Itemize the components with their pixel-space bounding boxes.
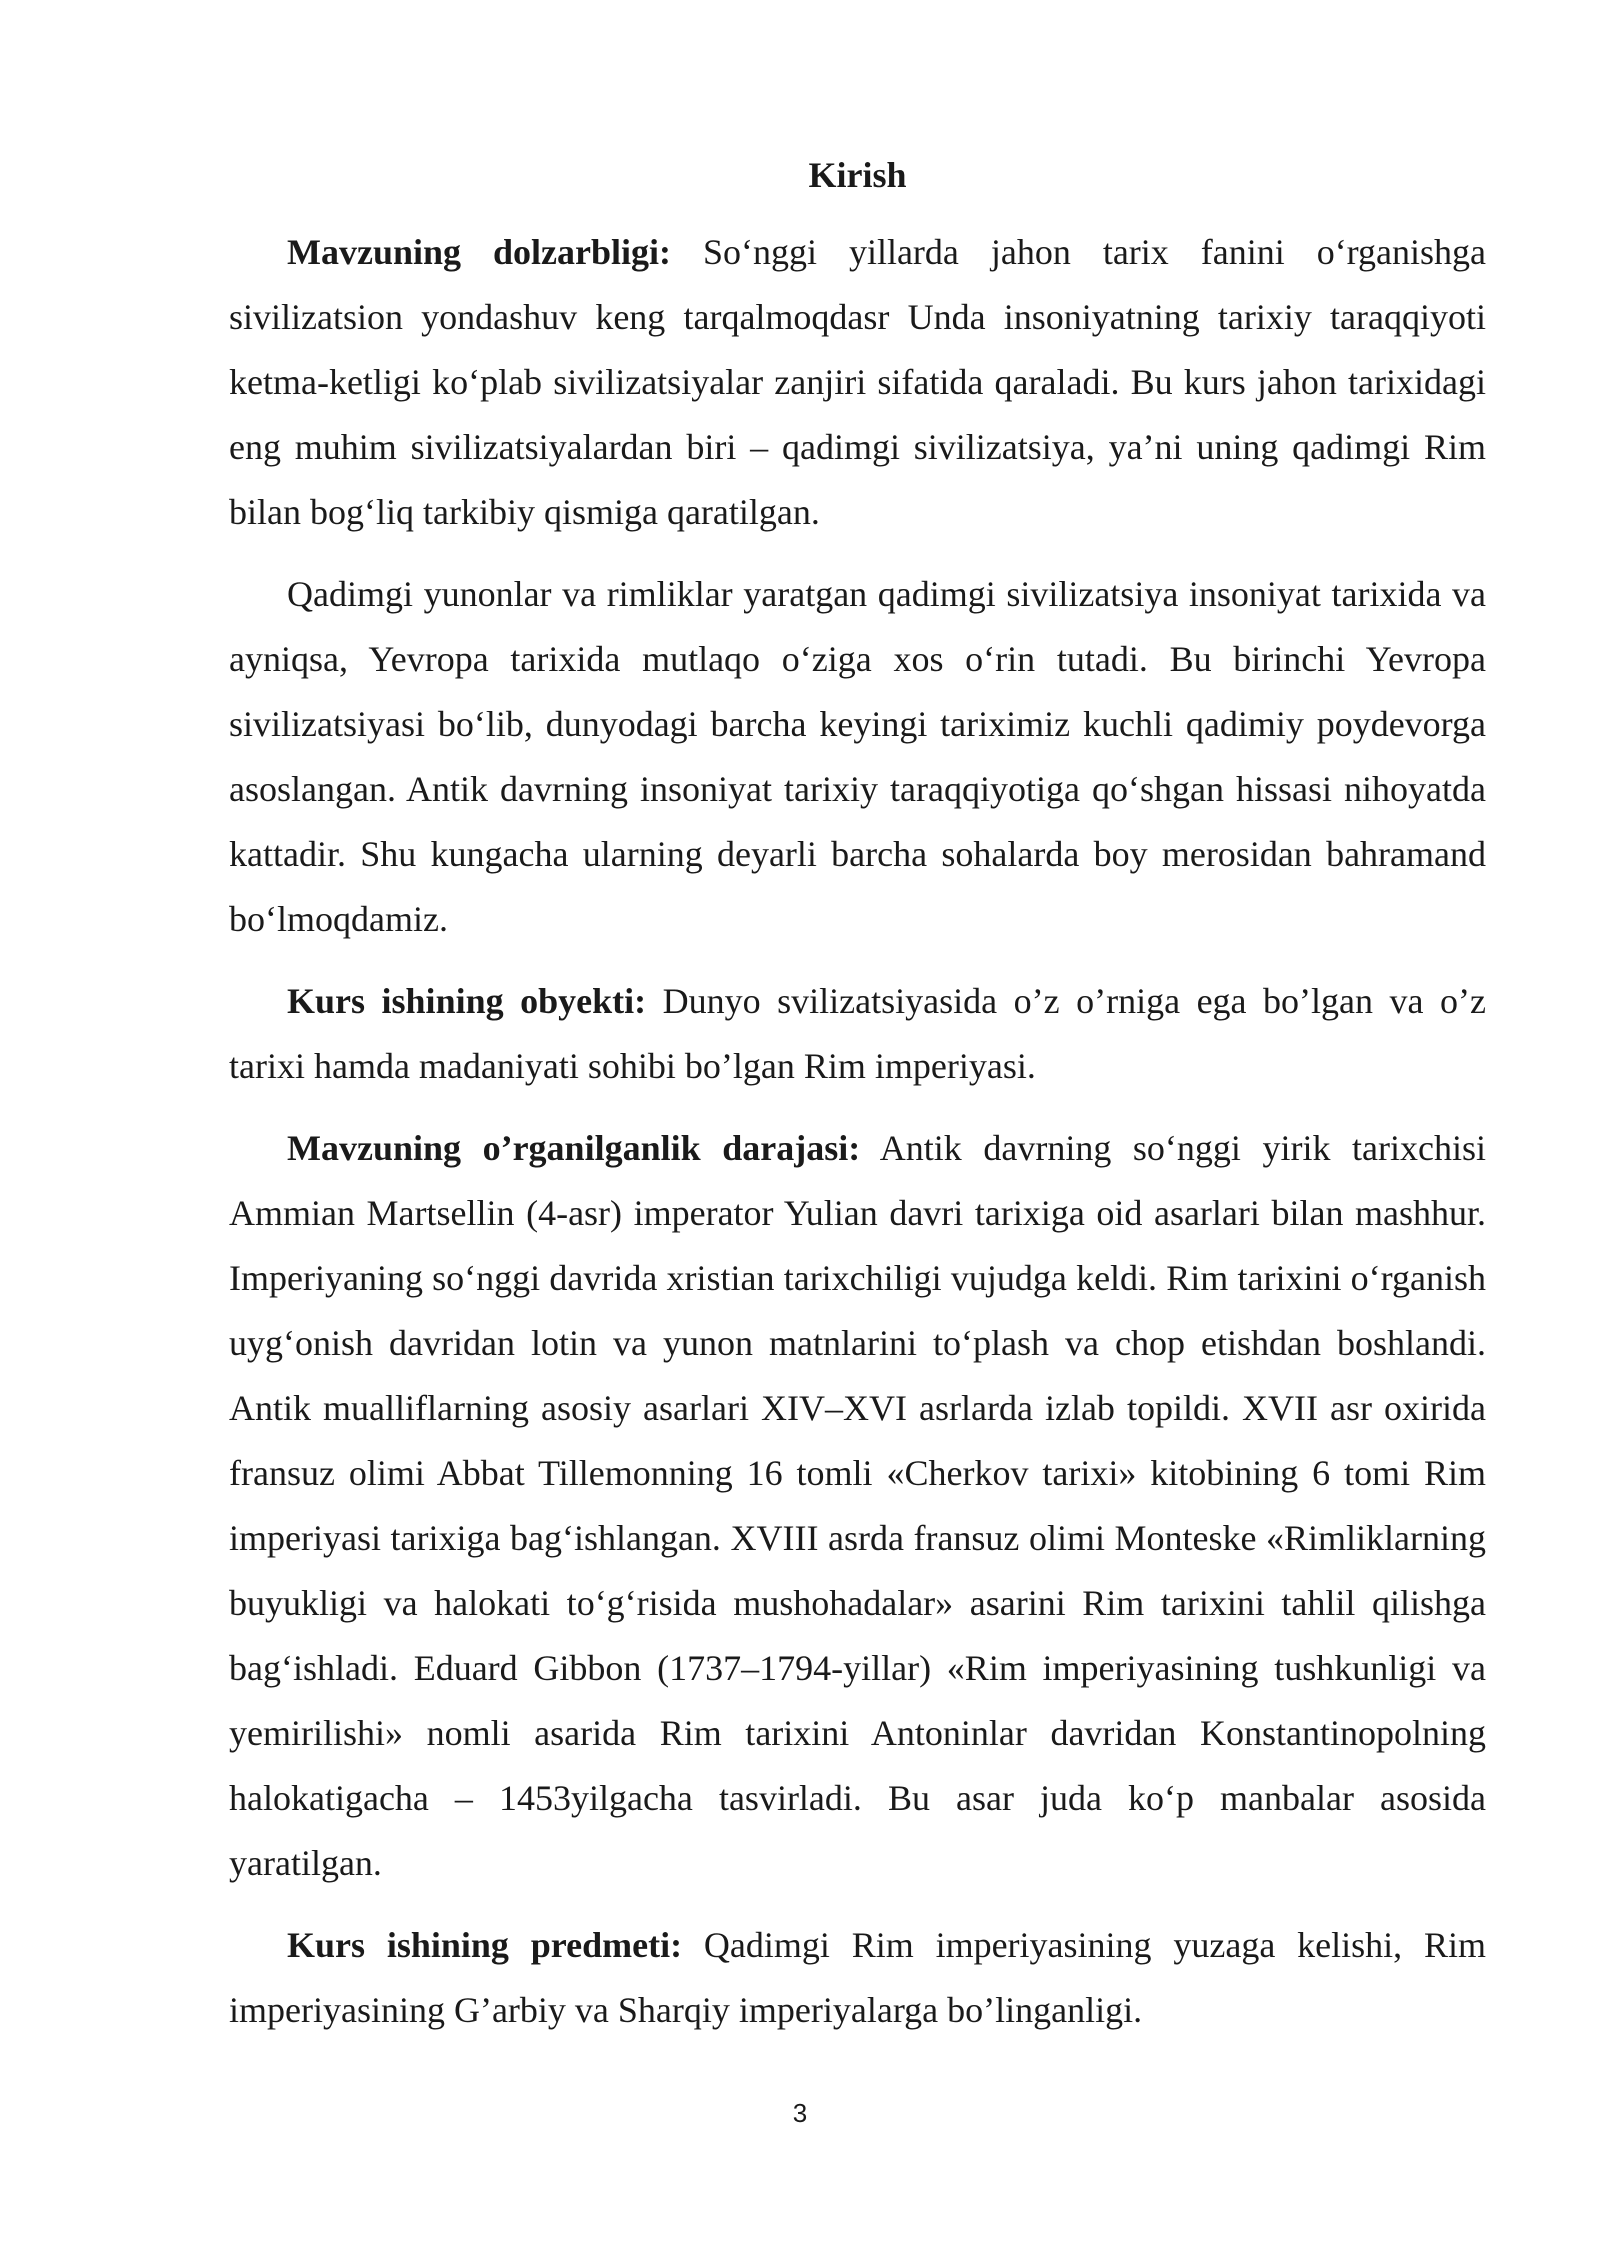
paragraph-subject	[229, 1913, 1486, 2043]
paragraph-label: Kurs ishining obyekti:	[287, 981, 647, 1021]
paragraph-text: Qadimgi Rim imperiyasining yuzaga kelishi, Rim imperiyasining G’arbiy va Sharqiy imperiyalarga bo’linganligi.	[229, 1925, 1486, 2030]
paragraph-text: Dunyo svilizatsiyasida o’z o’rniga ega bo’lgan va o’z tarixi hamda madaniyati sohibi bo’lgan Rim imperiyasi.	[229, 981, 1486, 1086]
paragraph-text: Antik davrning so‘nggi yirik tarixchisi Ammian Martsellin (4-asr) imperator Yulian davri tarixiga oid asarlari bilan mashhur. Imperiyaning so‘nggi davrida xristian tarixchiligi vujudga keldi. Rim tarixini o‘rganish uyg‘onish davridan lotin va yunon matnlarini to‘plash va chop etishdan boshlandi. Antik mualliflarning asosiy asarlari XIV–XVI asrlarda izlab topildi. XVII asr oxirida fransuz olimi Abbat Tillemonning 16 tomli «Cherkov tarixi» kitobining 6 tomi Rim imperiyasi tarixiga bag‘ishlangan. XVIII asrda fransuz olimi Monteske «Rimliklarning buyukligi va halokati to‘g‘risida mushohadalar» asarini Rim tarixini tahlil qilishga bag‘ishladi. Eduard Gibbon (1737–1794-yillar) «Rim imperiyasining tushkunligi va yemirilishi» nomli asarida Rim tarixini Antoninlar davridan Konstantinopolning halokatigacha – 1453yilgacha tasvirladi. Bu asar juda ko‘p manbalar asosida yaratilgan.	[229, 1128, 1486, 1883]
paragraph-label: Mavzuning dolzarbligi:	[287, 232, 671, 272]
paragraph-relevance	[229, 220, 1486, 545]
paragraph-study-level	[229, 1116, 1486, 1896]
paragraph-label: Mavzuning o’rganilganlik darajasi:	[287, 1128, 861, 1168]
page-title: Kirish	[808, 155, 907, 195]
paragraph-object	[229, 969, 1486, 1099]
page-number: 3	[792, 2098, 808, 2128]
paragraph-text: So‘nggi yillarda jahon tarix fanini o‘rganishga sivilizatsion yondashuv keng tarqalmoqdasr Unda insoniyatning tarixiy taraqqiyoti ketma-ketligi ko‘plab sivilizatsiyalar zanjiri sifatida qaraladi. Bu kurs jahon tarixidagi eng muhim sivilizatsiyalardan biri – qadimgi sivilizatsiya, ya’ni uning qadimgi Rim bilan bog‘liq tarkibiy qismiga qaratilgan.	[229, 232, 1486, 532]
paragraph-label: Kurs ishining predmeti:	[287, 1925, 683, 1965]
paragraph-ancient-civilization	[229, 562, 1486, 952]
paragraph-text: Qadimgi yunonlar va rimliklar yaratgan qadimgi sivilizatsiya insoniyat tarixida va ayniqsa, Yevropa tarixida mutlaqo o‘ziga xos o‘rin tutadi. Bu birinchi Yevropa sivilizatsiyasi bo‘lib, dunyodagi barcha keyingi tariximiz kuchli qadimiy poydevorga asoslangan. Antik davrning insoniyat tarixiy taraqqiyotiga qo‘shgan hissasi nihoyatda kattadir. Shu kungacha ularning deyarli barcha sohalarda boy merosidan bahramand bo‘lmoqdamiz.	[229, 574, 1486, 939]
page-content	[229, 148, 1486, 2060]
